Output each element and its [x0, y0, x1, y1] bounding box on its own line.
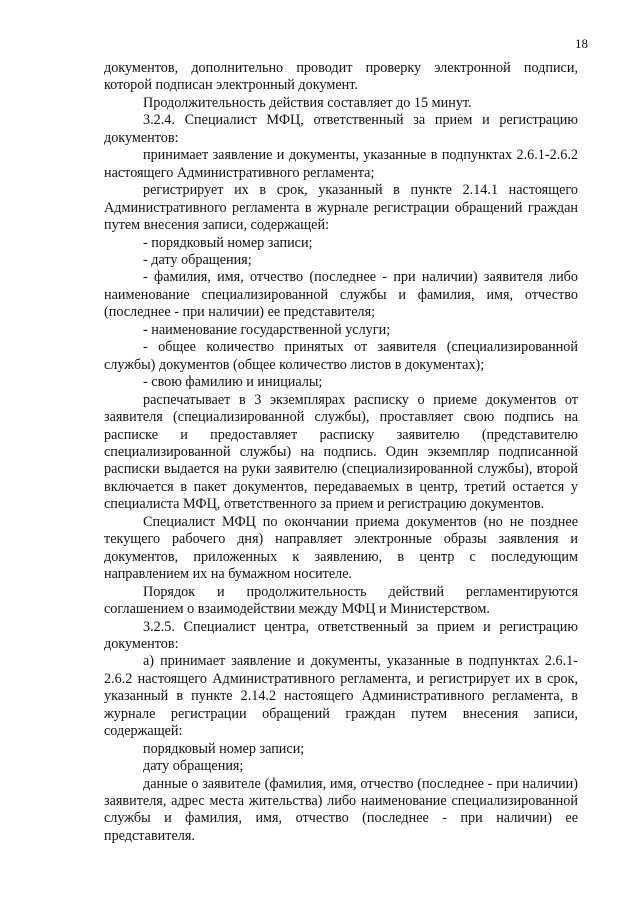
list-item: - фамилия, имя, отчество (последнее - при наличии) заявителя либо наименование специализированной службы и фамилия, имя, отчество (последнее - при наличии) ее представителя;: [104, 269, 578, 321]
document-body: [104, 60, 578, 845]
list-item: дату обращения;: [143, 758, 244, 775]
paragraph: Порядок и продолжительность действий регламентируются соглашением о взаимодействии между МФЦ и Министерством.: [104, 583, 578, 618]
page-number: 18: [575, 36, 588, 51]
paragraph: данные о заявителе (фамилия, имя, отчество (последнее - при наличии) заявителя, адрес места жительства) либо наименование специализированной службы и фамилия, имя, отчество (последнее - при наличии) ее представителя.: [104, 775, 578, 844]
list-item: порядковый номер записи;: [143, 740, 305, 757]
paragraph: регистрирует их в срок, указанный в пункте 2.14.1 настоящего Административного регламента в журнале регистрации обращений граждан путем внесения записи, содержащей:: [104, 182, 578, 234]
paragraph: 3.2.4. Специалист МФЦ, ответственный за прием и регистрацию документов:: [104, 112, 578, 146]
list-item: - общее количество принятых от заявителя (специализированной службы) документов (общее количество листов в документах);: [104, 339, 578, 373]
list-item: - дату обращения;: [143, 251, 252, 268]
paragraph: принимает заявление и документы, указанные в подпунктах 2.6.1-2.6.2 настоящего Административного регламента;: [104, 147, 578, 181]
list-item: - свою фамилию и инициалы;: [143, 374, 323, 391]
list-item: - порядковый номер записи;: [143, 234, 313, 251]
list-item: - наименование государственной услуги;: [143, 321, 391, 338]
paragraph: Продолжительность действия составляет до 15 минут.: [143, 94, 472, 111]
paragraph: Специалист МФЦ по окончании приема документов (но не позднее текущего рабочего дня) направляет электронные образы заявления и документов, приложенных к заявлению, в центр с последующим направлением их на бумажном носителе.: [104, 513, 578, 583]
paragraph: а) принимает заявление и документы, указанные в подпунктах 2.6.1-2.6.2 настоящего Административного регламента, и регистрирует их в срок, указанный в пункте 2.14.2 настоящего Административного регламента, в журнале регистрации обращений граждан путем внесения записи, содержащей:: [104, 653, 578, 740]
paragraph: 3.2.5. Специалист центра, ответственный за прием и регистрацию документов:: [104, 618, 578, 652]
paragraph: распечатывает в 3 экземплярах расписку о приеме документов от заявителя (специализированной службы), проставляет свою подпись на расписке и предоставляет расписку заявителю (представителю специализированной службы) на подпись. Один экземпляр подписанной расписки выдается на руки заявителю (специализированной службы), второй включается в пакет документов, передаваемых в центр, третий остается у специалиста МФЦ, ответственного за прием и регистрацию документов.: [104, 391, 578, 513]
paragraph: документов, дополнительно проводит проверку электронной подписи, которой подписан электронный документ.: [104, 60, 578, 94]
